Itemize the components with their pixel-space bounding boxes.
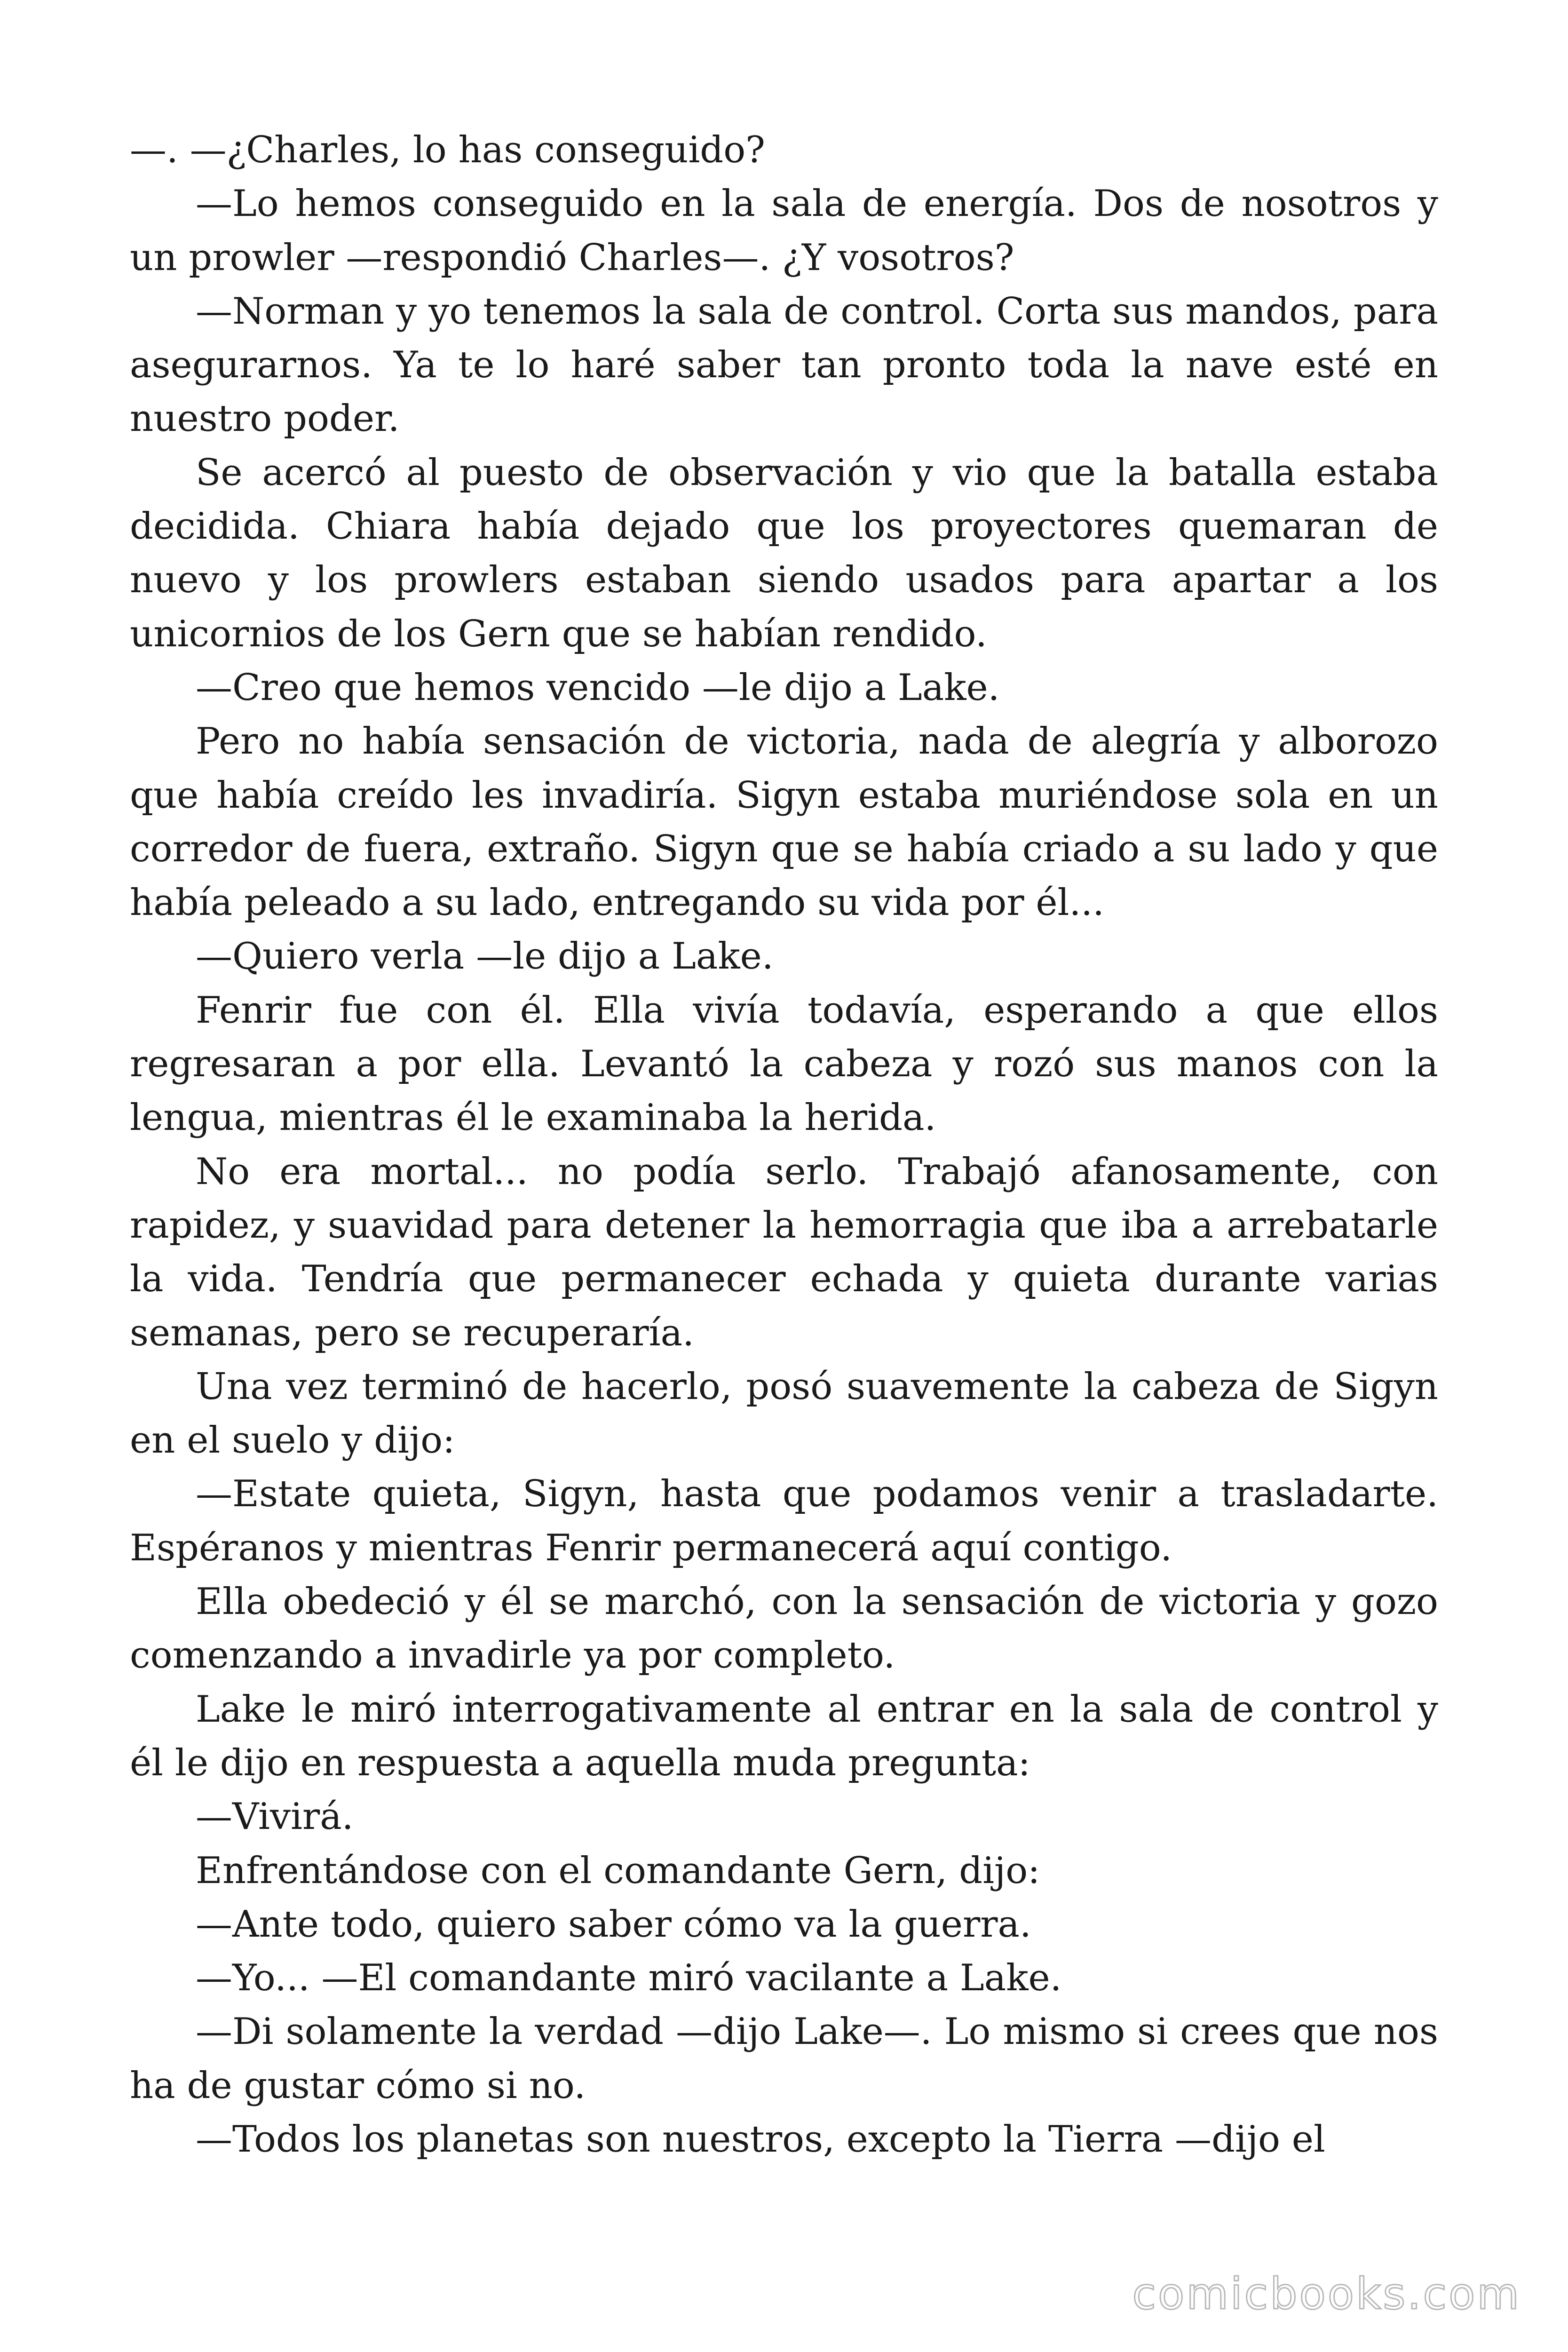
paragraph: —Estate quieta, Sigyn, hasta que podamos venir a trasladarte. Espéranos y mientras Fenrir permanecerá aquí contigo. <box>130 1473 1438 1569</box>
paragraph: —Norman y yo tenemos la sala de control. Corta sus mandos, para asegurarnos. Ya te lo haré saber tan pronto toda la nave esté en nuestro poder. <box>130 290 1438 440</box>
body-text <box>130 123 1438 2166</box>
paragraph: No era mortal... no podía serlo. Trabajó afanosamente, con rapidez, y suavidad para detener la hemorragia que iba a arrebatarle la vida. Tendría que permanecer echada y quieta durante varias semanas, pero se recuperaría. <box>130 1150 1438 1354</box>
paragraph: Ella obedeció y él se marchó, con la sensación de victoria y gozo comenzando a invadirle ya por completo. <box>130 1581 1438 1677</box>
paragraph: —Todos los planetas son nuestros, excepto la Tierra —dijo el <box>196 2118 1325 2161</box>
watermark: comicbooks.com <box>1132 2269 1521 2319</box>
paragraph: Una vez terminó de hacerlo, posó suavemente la cabeza de Sigyn en el suelo y dijo: <box>130 1365 1438 1462</box>
paragraph: Enfrentándose con el comandante Gern, dijo: <box>196 1849 1040 1892</box>
paragraph: Fenrir fue con él. Ella vivía todavía, esperando a que ellos regresaran a por ella. Levantó la cabeza y rozó sus manos con la lengua, mientras él le examinaba la herida. <box>130 989 1438 1139</box>
paragraph: —Vivirá. <box>196 1796 354 1838</box>
paragraph: —Yo... —El comandante miró vacilante a Lake. <box>196 1957 1062 2000</box>
paragraph: Pero no había sensación de victoria, nada de alegría y alborozo que había creído les invadiría. Sigyn estaba muriéndose sola en un corredor de fuera, extraño. Sigyn que se había criado a su lado y que había peleado a su lado, entregando su vida por él... <box>130 720 1438 924</box>
paragraph: —. —¿Charles, lo has conseguido? <box>130 129 765 171</box>
paragraph: Se acercó al puesto de observación y vio que la batalla estaba decidida. Chiara había dejado que los proyectores quemaran de nuevo y los prowlers estaban siendo usados para apartar a los unicornios de los Gern que se habían rendido. <box>130 451 1438 655</box>
paragraph: —Quiero verla —le dijo a Lake. <box>196 935 774 978</box>
paragraph: Lake le miró interrogativamente al entrar en la sala de control y él le dijo en respuesta a aquella muda pregunta: <box>130 1688 1438 1784</box>
paragraph: —Ante todo, quiero saber cómo va la guerra. <box>196 1903 1031 1946</box>
paragraph: —Di solamente la verdad —dijo Lake—. Lo mismo si crees que nos ha de gustar cómo si no. <box>130 2010 1438 2107</box>
paragraph: —Creo que hemos vencido —le dijo a Lake. <box>196 666 1000 709</box>
paragraph: —Lo hemos conseguido en la sala de energía. Dos de nosotros y un prowler —respondió Charles—. ¿Y vosotros? <box>130 183 1438 279</box>
